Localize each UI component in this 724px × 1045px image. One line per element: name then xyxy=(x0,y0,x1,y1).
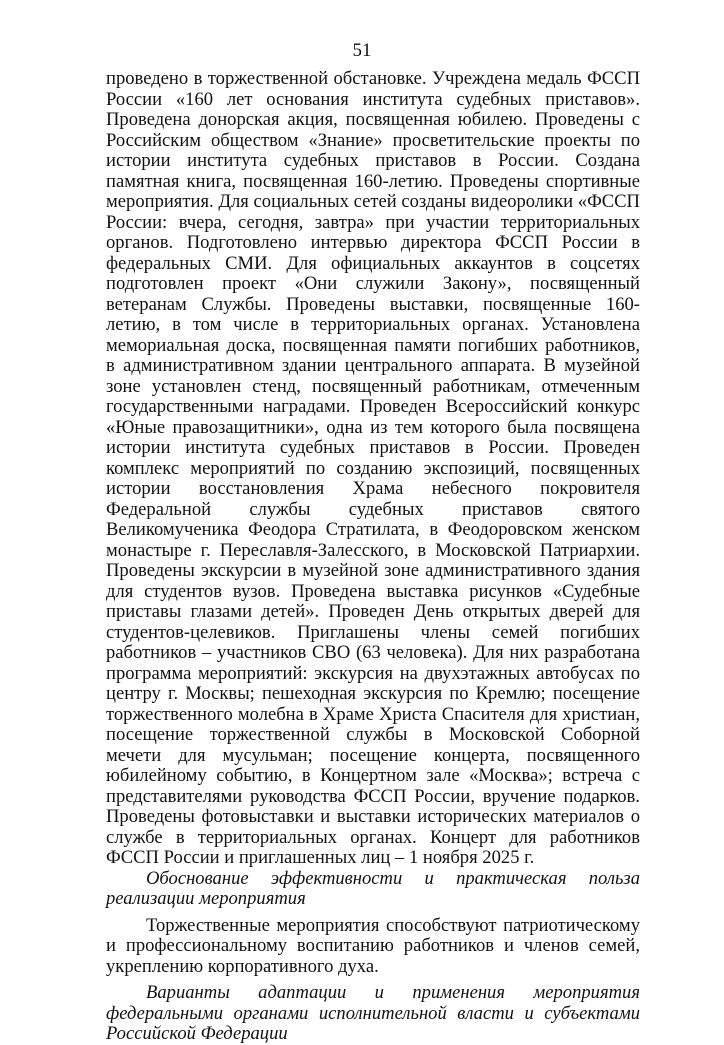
page-number: 51 xyxy=(352,40,372,61)
document-body xyxy=(106,69,640,1045)
body-paragraph-benefits: Торжественные мероприятия способствуют патриотическому и профессиональному воспитанию работников и членов семей, укреплению корпоративного духа. xyxy=(106,914,640,977)
heading-effectiveness: Обоснование эффективности и практическая польза реализации мероприятия xyxy=(106,867,640,909)
heading-adaptation: Варианты адаптации и применения мероприятия федеральными органами исполнительной власти и субъектами Российской Федерации xyxy=(106,982,640,1044)
body-paragraph-events: проведено в торжественной обстановке. Учреждена медаль ФССП России «160 лет основания института судебных приставов». Проведена донорская акция, посвященная юбилею. Проведены с Российским обществом «Знание» просветительские проекты по истории института судебных приставов в России. Создана памятная книга, посвященная 160-летию. Проведены спортивные мероприятия. Для социальных сетей созданы видеоролики «ФССП России: вчера, сегодня, завтра» при участии территориальных органов. Подготовлено интервью директора ФССП России в федеральных СМИ. Для официальных аккаунтов в соцсетях подготовлен проект «Они служили Закону», посвященный ветеранам Службы. Проведены выставки, посвященные 160-летию, в том числе в территориальных органах. Установлена мемориальная доска, посвященная памяти погибших работников, в административном здании центрального аппарата. В музейной зоне установлен стенд, посвященный работникам, отмеченным государственными наградами. Проведен Всероссийский конкурс «Юные правозащитники», одна из тем которого была посвящена истории института судебных приставов в России. Проведен комплекс мероприятий по созданию экспозиций, посвященных истории восстановления Храма небесного покровителя Федеральной службы судебных приставов святого Великомученика Феодора Стратилата, в Феодоровском женском монастыре г. Переславля-Залесского, в Московской Патриархии. Проведены экскурсии в музейной зоне административного здания для студентов вузов. Проведена выставка рисунков «Судебные приставы глазами детей». Проведен День открытых дверей для студентов-целевиков. Приглашены члены семей погибших работников – участников СВО (63 человека). Для них разработана программа мероприятий: экскурсия на двухэтажных автобусах по центру г. Москвы; пешеходная экскурсия по Кремлю; посещение торжественного молебна в Храме Христа Спасителя для христиан, посещение торжественной службы в Московской Соборной мечети для мусульман; посещение концерта, посвященного юбилейному событию, в Концертном зале «Москва»; встреча с представителями руководства ФССП России, вручение подарков. Проведены фотовыставки и выставки исторических материалов о службе в территориальных органах. Концерт для работников ФССП России и приглашенных лиц – 1 ноября 2025 г. xyxy=(106,68,640,868)
